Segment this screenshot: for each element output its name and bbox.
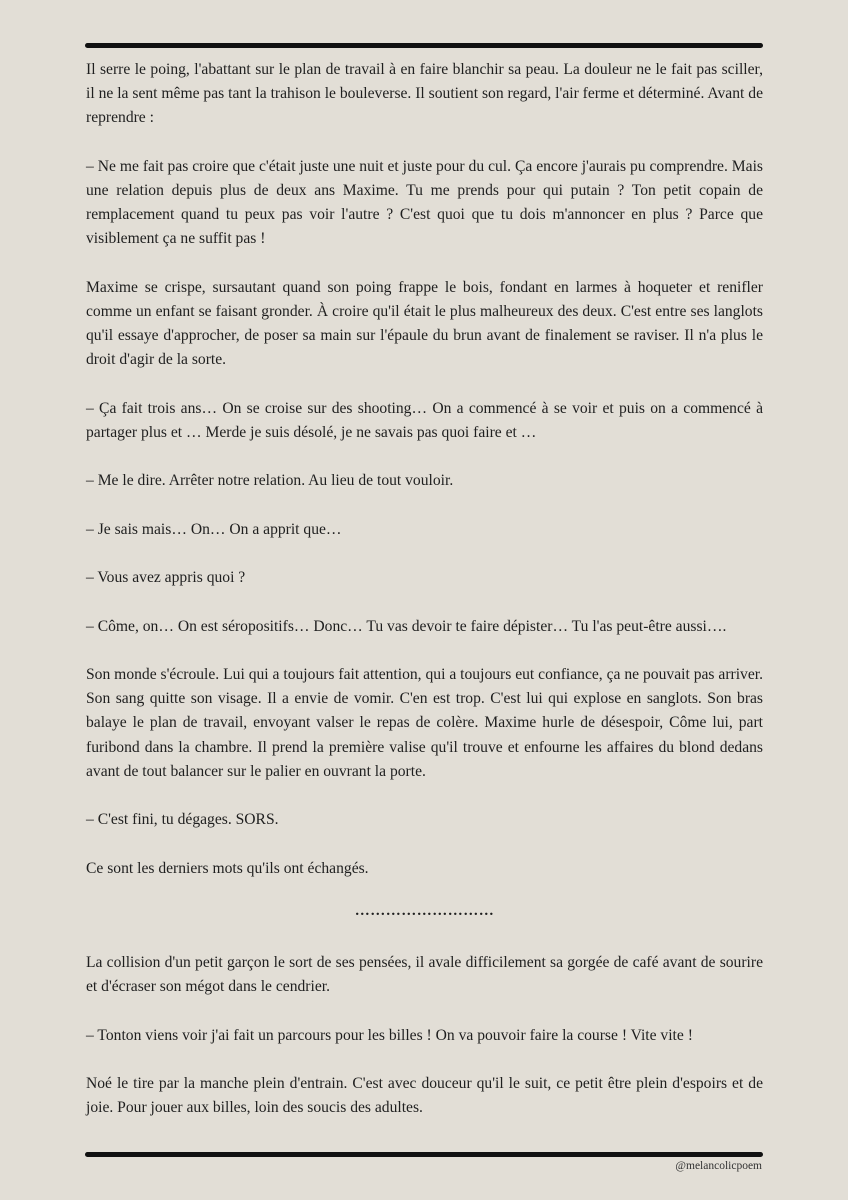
paragraph: – Tonton viens voir j'ai fait un parcours pour les billes ! On va pouvoir faire la course ! Vite vite ! bbox=[86, 1026, 693, 1044]
paragraph: Maxime se crispe, sursautant quand son poing frappe le bois, fondant en larmes à hoqueter et renifler comme un enfant se faisant gronder. À croire qu'il était le plus malheureux des deux. C'est entre ses langlots qu'il essaye d'approcher, de poser sa main sur l'épaule du brun avant de finalement se raviser. Il n'a plus le droit d'agir de la sorte. bbox=[86, 278, 763, 369]
paragraph: – Ne me fait pas croire que c'était juste une nuit et juste pour du cul. Ça encore j'aurais pu comprendre. Mais une relation depuis plus de deux ans Maxime. Tu me prends pour qui putain ? Ton petit copain de remplacement quand tu peux pas voir l'autre ? C'est quoi que tu dois m'annoncer en plus ? Parce que visiblement ça ne suffit pas ! bbox=[86, 157, 763, 248]
story-text bbox=[86, 58, 763, 1145]
section-separator: ……………………… bbox=[354, 902, 495, 919]
paragraph: – Je sais mais… On… On a apprit que… bbox=[86, 520, 342, 538]
paragraph: Noé le tire par la manche plein d'entrain. C'est avec douceur qu'il le suit, ce petit être plein d'espoirs et de joie. Pour jouer aux billes, loin des soucis des adultes. bbox=[86, 1075, 763, 1117]
paragraph: – C'est fini, tu dégages. SORS. bbox=[86, 811, 279, 829]
author-handle: @melancolicpoem bbox=[675, 1160, 762, 1172]
paragraph: Son monde s'écroule. Lui qui a toujours fait attention, qui a toujours eut confiance, ça ne pouvait pas arriver. Son sang quitte son visage. Il a envie de vomir. C'en est trop. C'est lui qui explose en sanglots. Son bras balaye le plan de travail, envoyant valser le repas de colère. Maxime hurle de désespoir, Côme lui, part furibond dans la chambre. Il prend la première valise qu'il trouve et enfourne les affaires du blond dedans avant de tout balancer sur le palier en ouvrant la porte. bbox=[86, 665, 763, 780]
paragraph: – Ça fait trois ans… On se croise sur des shooting… On a commencé à se voir et puis on a commencé à partager plus et … Merde je suis désolé, je ne savais pas quoi faire et … bbox=[86, 399, 763, 441]
paragraph: – Me le dire. Arrêter notre relation. Au lieu de tout vouloir. bbox=[86, 472, 454, 490]
paragraph: – Vous avez appris quoi ? bbox=[86, 569, 246, 587]
top-rule bbox=[85, 43, 763, 48]
paragraph: Ce sont les derniers mots qu'ils ont échangés. bbox=[86, 859, 369, 877]
paragraph: – Côme, on… On est séropositifs… Donc… Tu vas devoir te faire dépister… Tu l'as peut-être aussi…. bbox=[86, 617, 727, 635]
bottom-rule bbox=[85, 1152, 763, 1157]
paragraph: La collision d'un petit garçon le sort de ses pensées, il avale difficilement sa gorgée de café avant de sourire et d'écraser son mégot dans le cendrier. bbox=[86, 954, 763, 996]
paragraph: Il serre le poing, l'abattant sur le plan de travail à en faire blanchir sa peau. La douleur ne le fait pas sciller, il ne la sent même pas tant la trahison le bouleverse. Il soutient son regard, l'air ferme et déterminé. Avant de reprendre : bbox=[86, 61, 763, 127]
